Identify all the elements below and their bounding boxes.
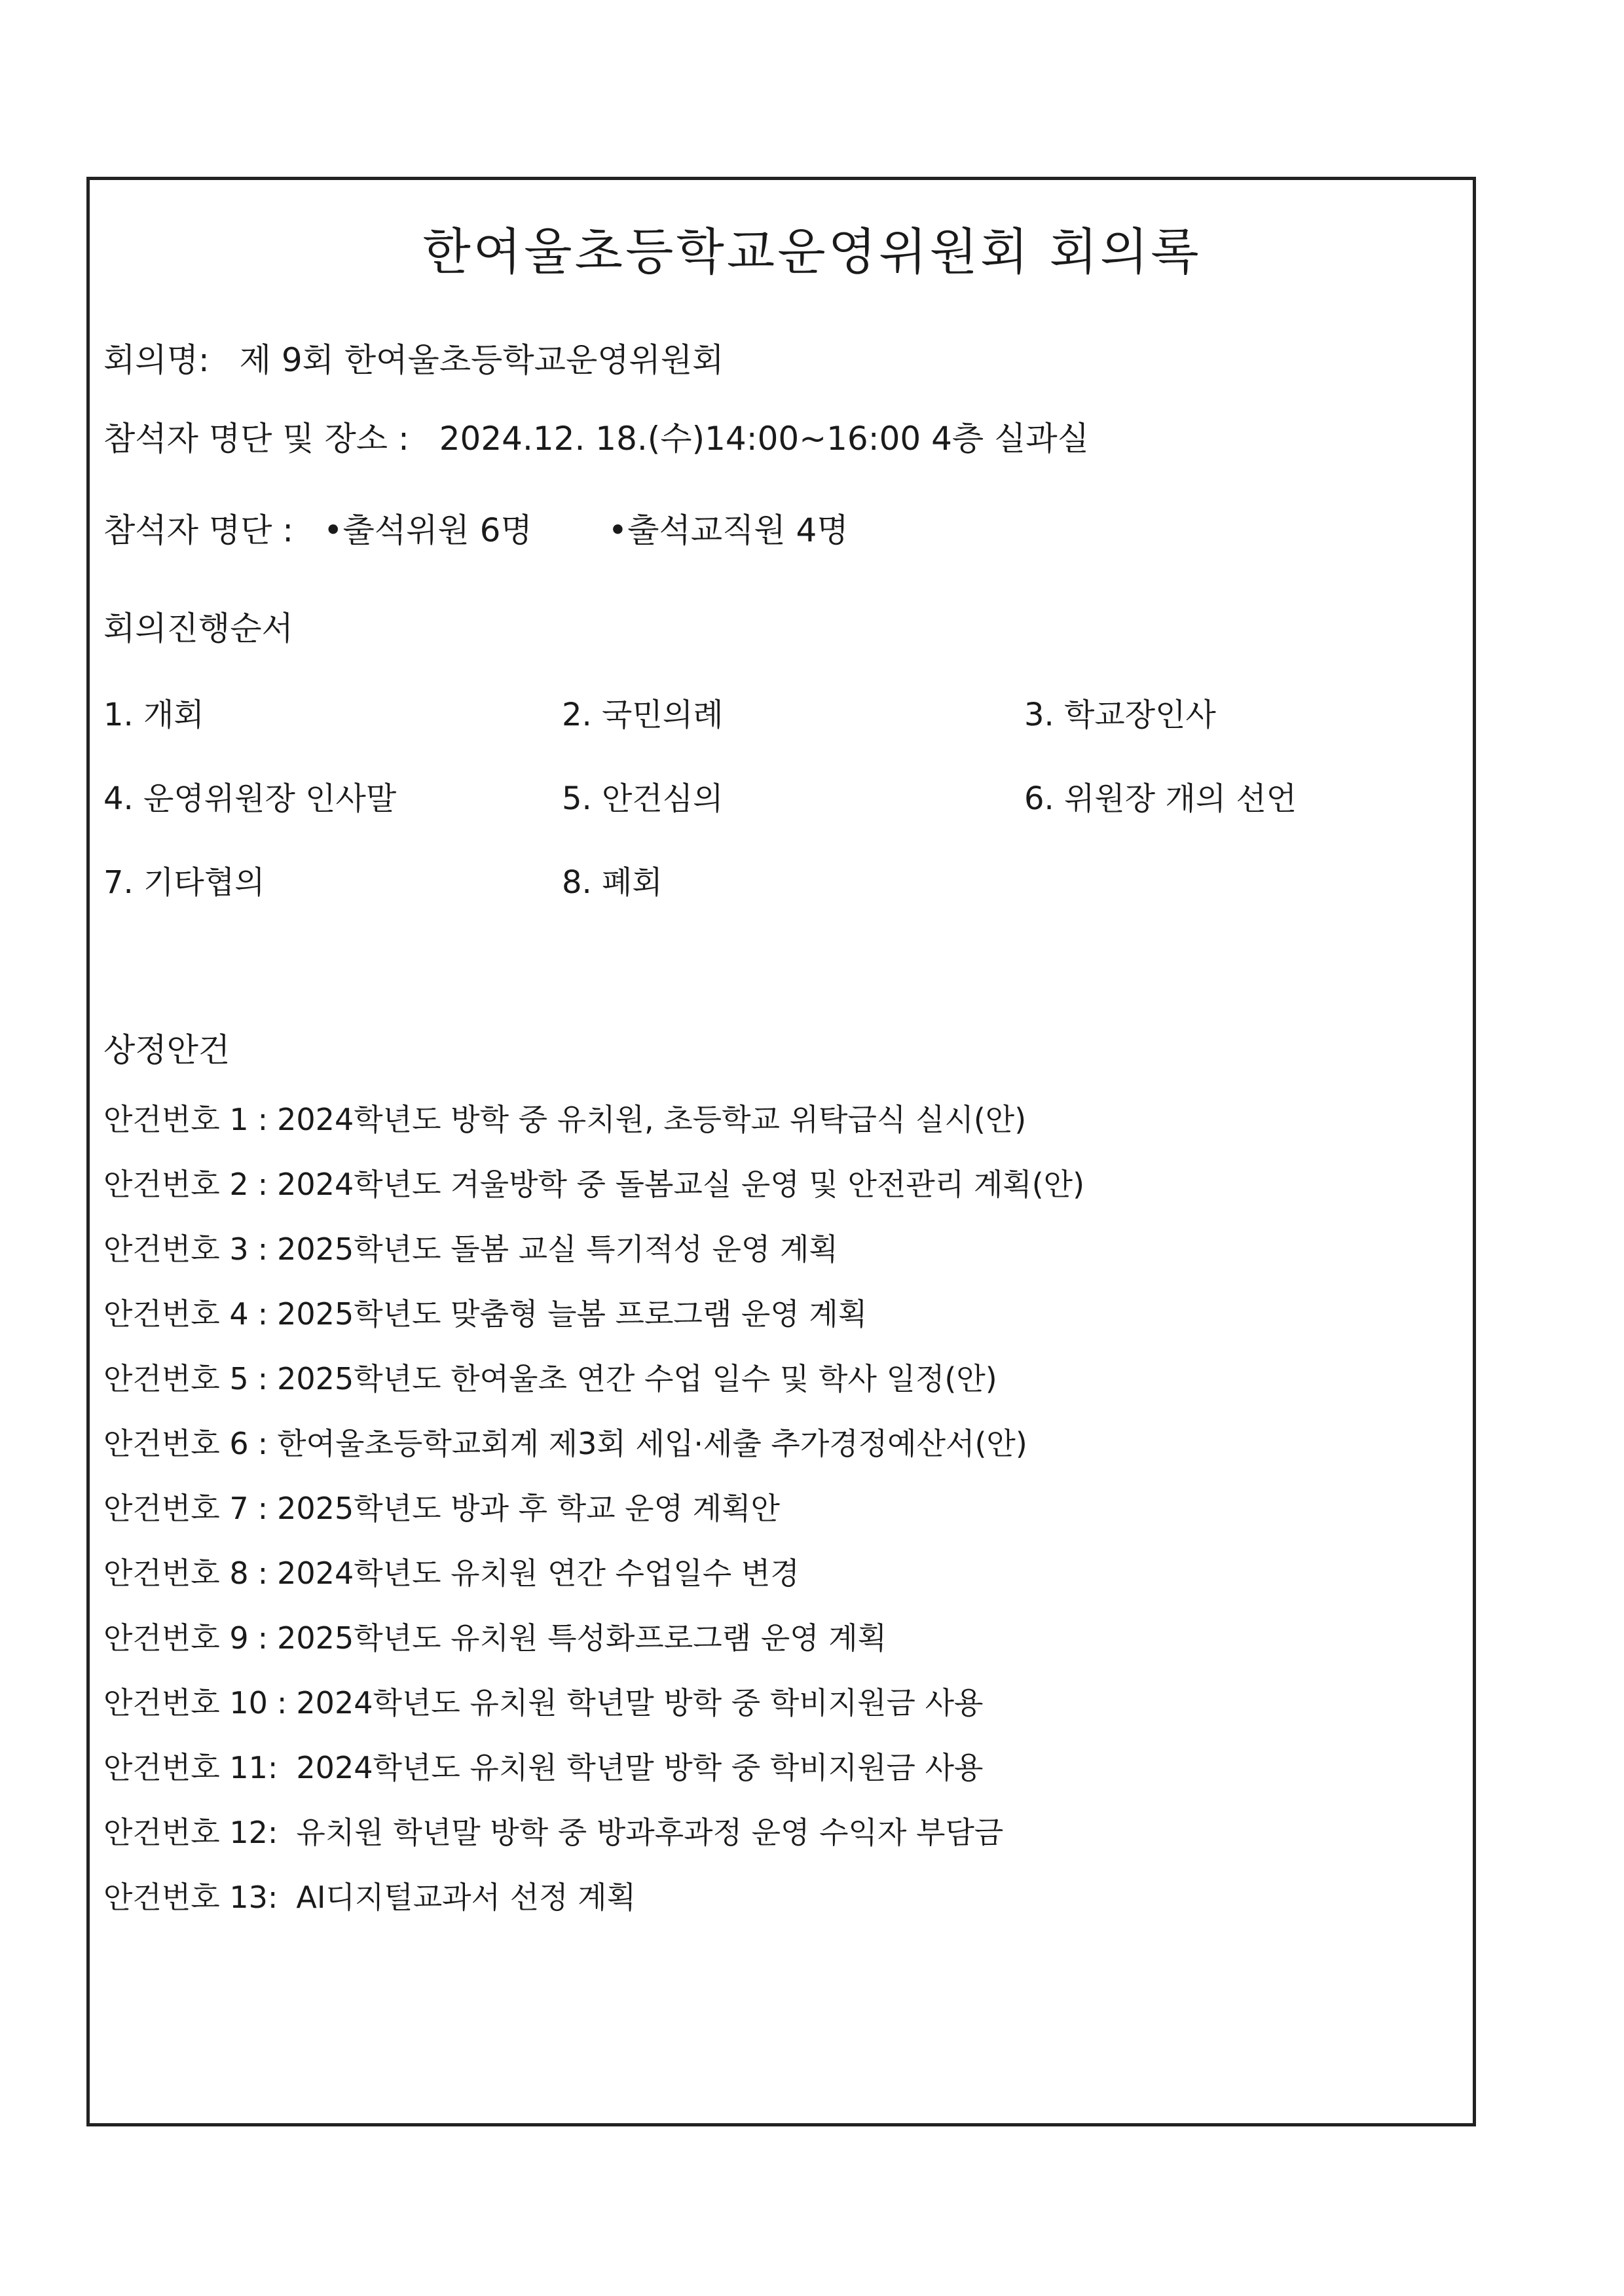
agenda-text: 2024학년도 겨울방학 중 돌봄교실 운영 및 안전관리 계획(안) <box>277 1167 1085 1202</box>
agenda-item <box>103 1424 1027 1463</box>
order-item: 7. 기타협의 <box>103 864 265 901</box>
agenda-separator: : <box>257 1491 268 1526</box>
agenda-separator: : <box>257 1231 268 1267</box>
agenda-text: 2025학년도 맞춤형 늘봄 프로그램 운영 계획 <box>277 1296 868 1332</box>
order-heading: 회의진행순서 <box>103 610 293 647</box>
agenda-number: 안건번호 3 <box>103 1231 249 1267</box>
agenda-number: 안건번호 12: <box>103 1815 278 1850</box>
order-item: 5. 안건심의 <box>562 780 724 817</box>
agenda-number: 안건번호 4 <box>103 1296 249 1332</box>
agenda-separator: : <box>257 1167 268 1202</box>
agenda-separator: : <box>257 1296 268 1332</box>
agenda-number: 안건번호 5 <box>103 1361 249 1396</box>
agenda-item <box>103 1230 838 1269</box>
agenda-number: 안건번호 2 <box>103 1167 249 1202</box>
document-title: 한여울초등학교운영위원회 회의록 <box>422 223 1202 281</box>
order-item: 3. 학교장인사 <box>1024 697 1216 733</box>
agenda-text: 2025학년도 유치원 특성화프로그램 운영 계획 <box>277 1620 887 1656</box>
agenda-text: 2025학년도 방과 후 학교 운영 계획안 <box>277 1491 780 1526</box>
agenda-number: 안건번호 13: <box>103 1880 278 1915</box>
agenda-text: 2024학년도 유치원 학년말 방학 중 학비지원금 사용 <box>296 1685 984 1721</box>
agenda-separator: : <box>257 1556 268 1591</box>
agenda-number: 안건번호 6 <box>103 1426 249 1461</box>
agenda-item <box>103 1618 887 1658</box>
meeting-name-value: 제 9회 한여울초등학교운영위원회 <box>239 341 724 379</box>
agenda-separator: : <box>276 1685 287 1721</box>
agenda-text: 유치원 학년말 방학 중 방과후과정 운영 수익자 부담금 <box>296 1815 1004 1850</box>
agenda-text: 한여울초등학교회계 제3회 세입·세출 추가경정예산서(안) <box>277 1426 1027 1461</box>
attendees-label: 참석자 명단 : <box>103 511 294 549</box>
agenda-separator: : <box>257 1102 268 1137</box>
agenda-separator: : <box>257 1426 268 1461</box>
agenda-item <box>103 1554 800 1593</box>
meeting-name-label: 회의명: <box>103 341 210 379</box>
order-item: 1. 개회 <box>103 697 204 733</box>
meeting-name-line <box>103 340 724 380</box>
agenda-number: 안건번호 11: <box>103 1750 278 1785</box>
order-item: 8. 폐회 <box>562 864 663 901</box>
agenda-text: 2024학년도 유치원 학년말 방학 중 학비지원금 사용 <box>296 1750 984 1785</box>
agenda-separator: : <box>257 1620 268 1656</box>
agenda-item <box>103 1813 1003 1852</box>
attendees-line <box>103 511 849 550</box>
attendees-staff: •출석교직원 4명 <box>608 511 849 549</box>
agenda-text: AI디지털교과서 선정 계획 <box>296 1880 637 1915</box>
agenda-number: 안건번호 9 <box>103 1620 249 1656</box>
time-place-label: 참석자 명단 및 장소 : <box>103 420 409 458</box>
order-item: 4. 운영위원장 인사말 <box>103 780 397 817</box>
agenda-item <box>103 1748 984 1787</box>
agenda-number: 안건번호 7 <box>103 1491 249 1526</box>
agenda-item <box>103 1489 780 1528</box>
agenda-heading: 상정안건 <box>103 1031 231 1069</box>
attendees-members: •출석위원 6명 <box>323 511 532 549</box>
time-place-value: 2024.12. 18.(수)14:00~16:00 4층 실과실 <box>439 420 1089 458</box>
order-item: 2. 국민의례 <box>562 697 724 733</box>
time-place-line <box>103 419 1089 458</box>
agenda-number: 안건번호 1 <box>103 1102 249 1137</box>
agenda-separator: : <box>257 1361 268 1396</box>
agenda-text: 2025학년도 한여울초 연간 수업 일수 및 학사 일정(안) <box>277 1361 997 1396</box>
agenda-item <box>103 1683 984 1722</box>
agenda-item <box>103 1359 997 1398</box>
agenda-item <box>103 1294 867 1334</box>
agenda-item <box>103 1165 1084 1204</box>
agenda-item <box>103 1100 1026 1139</box>
agenda-number: 안건번호 10 <box>103 1685 268 1721</box>
agenda-text: 2025학년도 돌봄 교실 특기적성 운영 계획 <box>277 1231 838 1267</box>
agenda-text: 2024학년도 유치원 연간 수업일수 변경 <box>277 1556 800 1591</box>
order-item: 6. 위원장 개의 선언 <box>1024 780 1297 817</box>
agenda-number: 안건번호 8 <box>103 1556 249 1591</box>
agenda-text: 2024학년도 방학 중 유치원, 초등학교 위탁급식 실시(안) <box>277 1102 1027 1137</box>
agenda-item <box>103 1878 636 1917</box>
